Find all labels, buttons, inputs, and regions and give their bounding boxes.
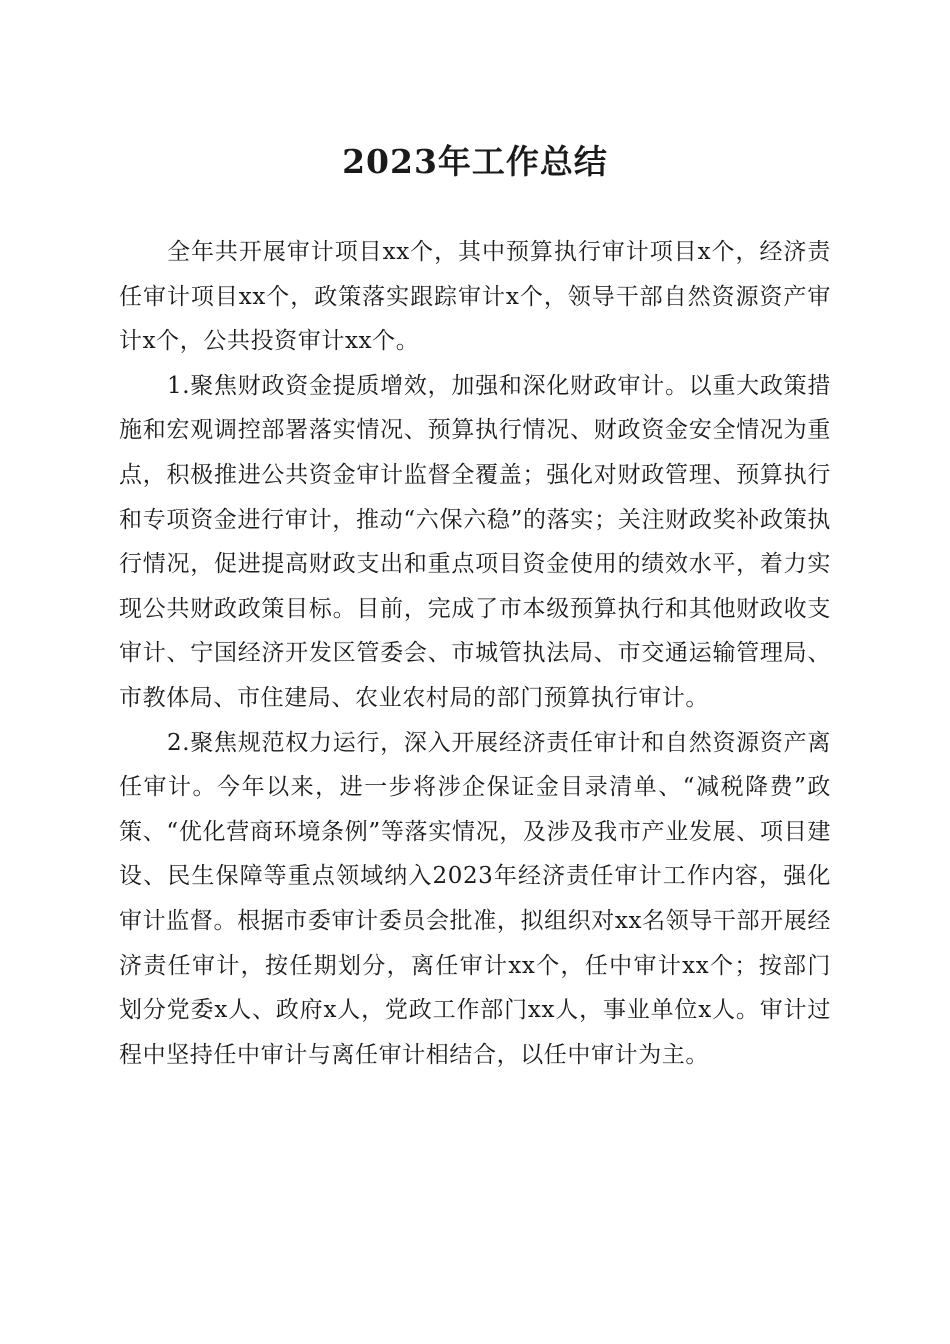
paragraph-economic-responsibility-audit: 2.聚焦规范权力运行，深入开展经济责任审计和自然资源资产离任审计。今年以来，进一步将涉企保证金目录清单、“减税降费”政策、“优化营商环境条例”等落实情况，及涉及我市产业发展、项目建设、民生保障等重点领域纳入2023年经济责任审计工作内容，强化审计监督。根据市委审计委员会批准，拟组织对xx名领导干部开展经济责任审计，按任期划分，离任审计xx个，任中审计xx个；按部门划分党委x人、政府x人，党政工作部门xx人，事业单位x人。审计过程中坚持任中审计与离任审计相结合，以任中审计为主。 [119, 729, 831, 1068]
document-body [119, 230, 831, 1077]
paragraph-summary: 全年共开展审计项目xx个，其中预算执行审计项目x个，经济责任审计项目xx个，政策落实跟踪审计x个，领导干部自然资源资产审计x个，公共投资审计xx个。 [119, 239, 831, 355]
paragraph-fiscal-audit: 1.聚焦财政资金提质增效，加强和深化财政审计。以重大政策措施和宏观调控部署落实情况、预算执行情况、财政资金安全情况为重点，积极推进公共资金审计监督全覆盖；强化对财政管理、预算执行和专项资金进行审计，推动“六保六稳”的落实；关注财政奖补政策执行情况，促进提高财政支出和重点项目资金使用的绩效水平，着力实现公共财政政策目标。目前，完成了市本级预算执行和其他财政收支审计、宁国经济开发区管委会、市城管执法局、市交通运输管理局、市教体局、市住建局、农业农村局的部门预算执行审计。 [119, 372, 831, 711]
document-title: 2023年工作总结 [342, 142, 608, 181]
